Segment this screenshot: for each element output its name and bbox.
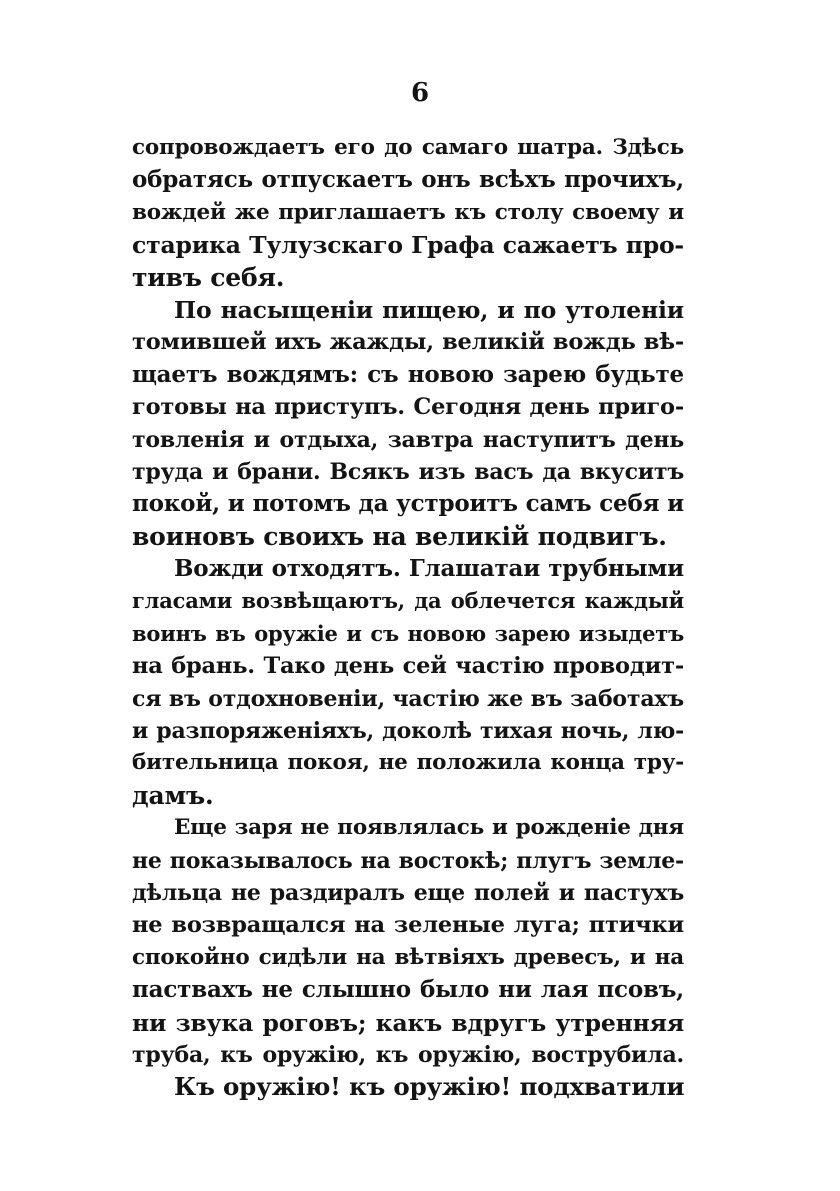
text-line: обратясь отпускаетъ онъ всѣхъ прочихъ, — [132, 166, 684, 194]
text-line: бительница покоя, не положила конца тру- — [132, 750, 684, 776]
text-line: дѣльца не раздиралъ еще полей и пастухъ — [132, 879, 684, 906]
text-line: гласами возвѣщаютъ, да облечется каждый — [132, 588, 684, 614]
text-line: тивъ себя. — [132, 262, 285, 292]
text-line: воиновъ своихъ на великій подвигъ. — [132, 521, 667, 551]
text-line: и разпоряженіяхъ, доколѣ тихая ночь, лю- — [132, 718, 684, 745]
text-line: дамъ. — [132, 780, 214, 810]
text-line: томившей ихъ жажды, великій вождь вѣ- — [132, 329, 684, 356]
text-line: старика Тулузскаго Графа сажаетъ про- — [132, 231, 684, 260]
text-line: Къ оружію! къ оружію! подхватили — [174, 1072, 685, 1102]
text-line: не возвращался на зеленые луга; птички — [132, 912, 684, 939]
text-line: ся въ отдохновеніи, частію же въ заботахъ — [132, 685, 684, 712]
text-line: ни звука роговъ; какъ вдругъ утренняя — [132, 1008, 684, 1037]
text-line: Вожди отходятъ. Глашатаи трубными — [174, 555, 684, 583]
text-line: спокойно сидѣли на вѣтвіяхъ древесъ, и на — [132, 944, 684, 970]
text-line: труда и брани. Всякъ изъ васъ да вкуситъ — [132, 458, 684, 485]
text-line: вождей же приглашаетъ къ столу своему и — [132, 199, 684, 225]
text-line: Еще заря не появлялась и рожденіе дня — [174, 815, 684, 841]
text-line: на брань. Тако день сей частію проводит- — [132, 653, 684, 680]
text-line: По насыщеніи пищею, и по утоленіи — [174, 295, 684, 324]
text-line: паствахъ не слышно было ни лая псовъ, — [132, 976, 684, 1004]
page-number: 6 — [410, 78, 430, 108]
text-line: труба, къ оружію, къ оружію, вострубила. — [132, 1041, 684, 1068]
body-text — [132, 132, 684, 1104]
text-line: покой, и потомъ да устроитъ самъ себя и — [132, 490, 685, 518]
text-line: не показывалось на востокѣ; плугъ земле- — [132, 847, 684, 874]
text-line: готовы на приступъ. Сегодня день приго- — [132, 394, 684, 421]
text-line: воинъ въ оружіе и съ новою зарею изыдетъ — [132, 620, 684, 646]
text-line: сопровождаетъ его до самаго шатра. Здѣсь — [132, 135, 684, 160]
text-line: щаетъ вождямъ: съ новою зарею будьте — [132, 360, 684, 388]
text-line: товленія и отдыха, завтра наступитъ день — [132, 426, 684, 453]
